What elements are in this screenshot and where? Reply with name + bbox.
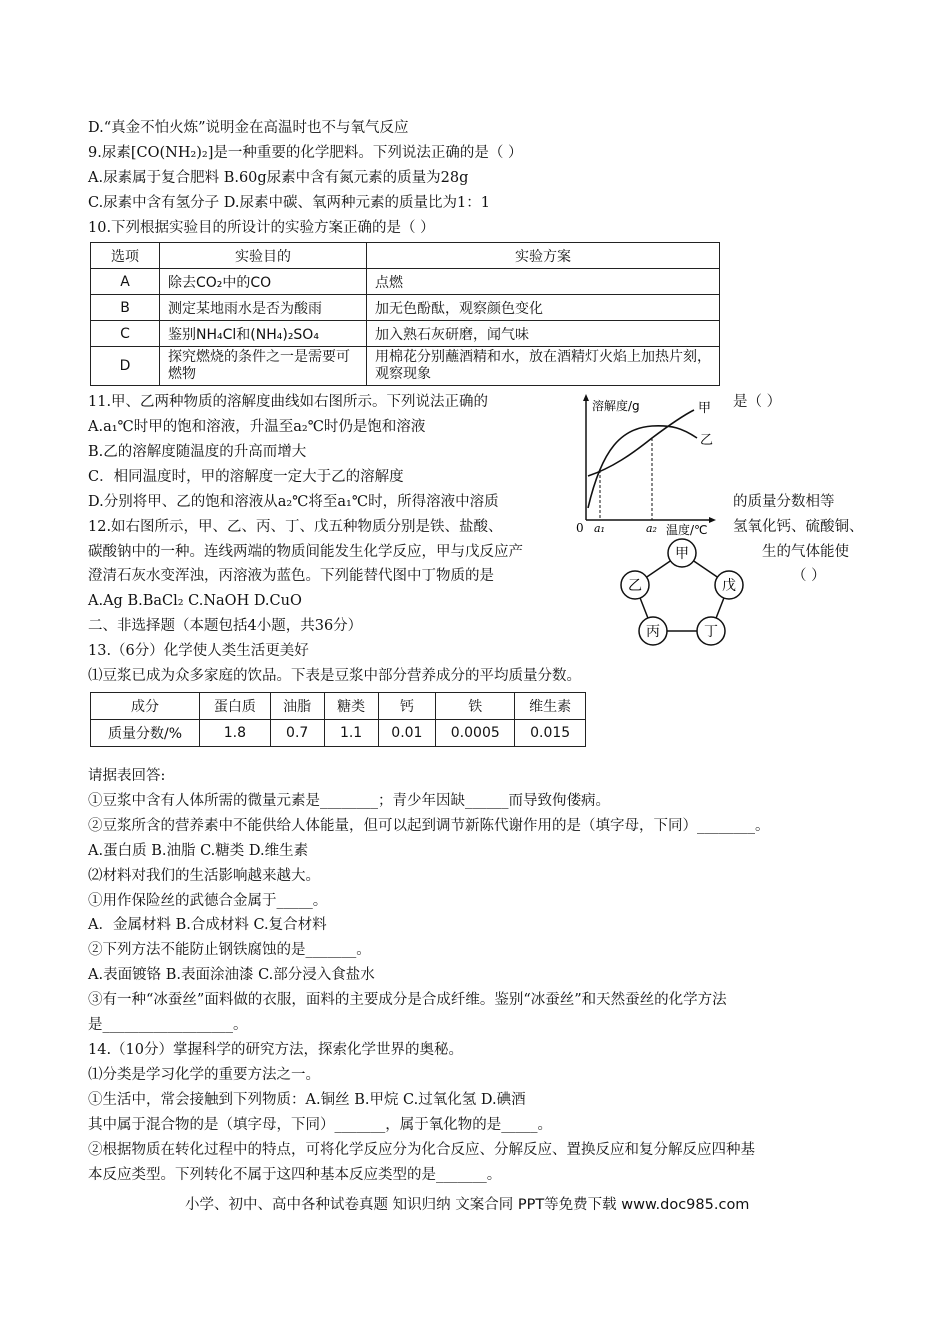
page-footer: 小学、初中、高中各种试卷真题 知识归纳 文案合同 PPT等免费下载 www.doc985.com bbox=[185, 1197, 750, 1213]
q11-option-b: B.乙的溶解度随温度的升高而增大 bbox=[88, 444, 307, 460]
table-cell: 质量分数/% bbox=[91, 720, 200, 747]
q13-1-b: ②豆浆所含的营养素中不能供给人体能量，但可以起到调节新陈代谢作用的是（填字母，下同）________。 bbox=[88, 818, 770, 834]
q14-1-b-cont: 本反应类型。下列转化不属于这四种基本反应类型的是_______。 bbox=[88, 1167, 502, 1183]
question-13: 13.（6分）化学使人类生活更美好 bbox=[88, 643, 309, 659]
table-cell: A bbox=[91, 269, 160, 295]
q14-1-a: ①生活中，常会接触到下列物质：A.铜丝 B.甲烷 C.过氧化氢 D.碘酒 bbox=[88, 1092, 526, 1108]
q14-1-b: ②根据物质在转化过程中的特点，可将化学反应分为化合反应、分解反应、置换反应和复分解反应四种基 bbox=[88, 1142, 755, 1158]
q13-2-b: ②下列方法不能防止钢铁腐蚀的是_______。 bbox=[88, 942, 371, 958]
table-header: 成分 bbox=[91, 693, 200, 720]
table-header: 选项 bbox=[91, 243, 160, 269]
q13-2-b-options: A.表面镀铬 B.表面涂油漆 C.部分浸入食盐水 bbox=[88, 967, 375, 983]
y-axis-label: 溶解度/g bbox=[592, 399, 640, 413]
question-12: 12.如右图所示，甲、乙、丙、丁、戊五种物质分别是铁、盐酸、 bbox=[88, 519, 503, 535]
table-cell: 点燃 bbox=[367, 269, 720, 295]
table-header: 铁 bbox=[436, 693, 515, 720]
q11-option-d-end: 的质量分数相等 bbox=[733, 494, 835, 510]
x-axis-arrow bbox=[709, 517, 716, 523]
a1-label: a₁ bbox=[594, 522, 605, 535]
question-12-line2: 碳酸钠中的一种。连线两端的物质间能发生化学反应，甲与戊反应产 bbox=[88, 544, 523, 560]
table-row bbox=[91, 720, 586, 747]
label-jia: 甲 bbox=[698, 401, 712, 416]
q11-option-d: D.分别将甲、乙的饱和溶液从a₂℃将至a₁℃时，所得溶液中溶质 bbox=[88, 494, 499, 510]
table-header-row bbox=[91, 693, 586, 720]
question-12-paren: （ ） bbox=[792, 568, 826, 584]
q13-2-a-options: A．金属材料 B.合成材料 C.复合材料 bbox=[88, 917, 327, 933]
table-header: 实验方案 bbox=[367, 243, 720, 269]
table-cell: 0.0005 bbox=[436, 720, 515, 747]
label-yi: 乙 bbox=[700, 433, 714, 448]
q13-1-options: A.蛋白质 B.油脂 C.糖类 D.维生素 bbox=[88, 843, 309, 859]
table-row bbox=[91, 269, 720, 295]
table-row bbox=[91, 347, 720, 386]
q9-options-cd: C.尿素中含有氢分子 D.尿素中碳、氧两种元素的质量比为1：1 bbox=[88, 195, 490, 211]
table-cell: 加无色酚酞，观察颜色变化 bbox=[367, 295, 720, 321]
table-cell: C bbox=[91, 321, 160, 347]
table-header: 钙 bbox=[378, 693, 436, 720]
q14-part1-intro: ⑴分类是学习化学的重要方法之一。 bbox=[88, 1067, 320, 1083]
q13-2-a: ①用作保险丝的武德合金属于_____。 bbox=[88, 893, 328, 909]
q11-option-a: A.a₁℃时甲的饱和溶液，升温至a₂℃时仍是饱和溶液 bbox=[88, 419, 426, 435]
q13-1-a: ①豆浆中含有人体所需的微量元素是________；青少年因缺______而导致佝偻病。 bbox=[88, 793, 610, 809]
y-axis-arrow bbox=[583, 394, 589, 401]
table-cell: 鉴别NH₄Cl和(NH₄)₂SO₄ bbox=[160, 321, 367, 347]
table-header: 蛋白质 bbox=[200, 693, 271, 720]
q13-part1-intro: ⑴豆浆已成为众多家庭的饮品。下表是豆浆中部分营养成分的平均质量分数。 bbox=[88, 668, 581, 684]
table-row bbox=[91, 295, 720, 321]
node-ding: 丁 bbox=[704, 624, 718, 640]
q12-options: A.Ag B.BaCl₂ C.NaOH D.CuO bbox=[88, 593, 302, 609]
curve-yi bbox=[588, 410, 694, 476]
table-cell: 除去CO₂中的CO bbox=[160, 269, 367, 295]
nutrition-table bbox=[90, 692, 586, 747]
question-14: 14.（10分）掌握科学的研究方法，探索化学世界的奥秘。 bbox=[88, 1042, 464, 1058]
question-12-line2-end: 生的气体能使 bbox=[762, 544, 849, 560]
node-wu: 戊 bbox=[722, 578, 736, 594]
experiment-table bbox=[90, 242, 720, 386]
q13-2-c-blank: 是__________________。 bbox=[88, 1017, 248, 1033]
table-cell: 1.1 bbox=[324, 720, 378, 747]
reaction-pentagon bbox=[612, 535, 752, 650]
table-cell: B bbox=[91, 295, 160, 321]
table-cell: 用棉花分别蘸酒精和水，放在酒精灯火焰上加热片刻，观察现象 bbox=[367, 347, 720, 386]
table-row bbox=[91, 321, 720, 347]
curve-jia bbox=[588, 426, 697, 508]
table-header: 实验目的 bbox=[160, 243, 367, 269]
table-cell: 测定某地雨水是否为酸雨 bbox=[160, 295, 367, 321]
table-header: 维生素 bbox=[515, 693, 586, 720]
option-d-gold: D.“真金不怕火炼”说明金在高温时也不与氧气反应 bbox=[88, 120, 409, 136]
node-jia: 甲 bbox=[675, 546, 689, 562]
q11-option-c: C．相同温度时，甲的溶解度一定大于乙的溶解度 bbox=[88, 469, 404, 485]
origin-label: 0 bbox=[576, 521, 584, 535]
table-cell: D bbox=[91, 347, 160, 386]
question-11-end: 是（ ） bbox=[733, 394, 782, 410]
question-11: 11.甲、乙两种物质的溶解度曲线如右图所示。下列说法正确的 bbox=[88, 394, 489, 410]
a2-label: a₂ bbox=[646, 522, 657, 535]
q13-part2-intro: ⑵材料对我们的生活影响越来越大。 bbox=[88, 868, 320, 884]
solubility-graph bbox=[572, 388, 722, 538]
section-heading: 二、非选择题（本题包括4小题，共36分） bbox=[88, 618, 363, 634]
q13-2-c: ③有一种“冰蚕丝”面料做的衣服，面料的主要成分是合成纤维。鉴别“冰蚕丝”和天然蚕丝的化学方法 bbox=[88, 992, 727, 1008]
q14-1-a-cont: 其中属于混合物的是（填字母，下同）_______，属于氧化物的是_____。 bbox=[88, 1117, 552, 1133]
node-bing: 丙 bbox=[646, 624, 660, 640]
node-yi: 乙 bbox=[628, 578, 642, 594]
table-cell: 0.7 bbox=[270, 720, 324, 747]
q13-prompt: 请据表回答: bbox=[88, 768, 166, 784]
table-header: 糖类 bbox=[324, 693, 378, 720]
question-12-line3: 澄清石灰水变浑浊，丙溶液为蓝色。下列能替代图中丁物质的是 bbox=[88, 568, 494, 584]
table-cell: 加入熟石灰研磨，闻气味 bbox=[367, 321, 720, 347]
table-header-row bbox=[91, 243, 720, 269]
table-cell: 1.8 bbox=[200, 720, 271, 747]
table-cell: 探究燃烧的条件之一是需要可燃物 bbox=[160, 347, 367, 386]
question-10: 10.下列根据实验目的所设计的实验方案正确的是（ ） bbox=[88, 220, 435, 236]
table-cell: 0.01 bbox=[378, 720, 436, 747]
q9-options-ab: A.尿素属于复合肥料 B.60g尿素中含有氮元素的质量为28g bbox=[88, 170, 469, 186]
table-header: 油脂 bbox=[270, 693, 324, 720]
table-cell: 0.015 bbox=[515, 720, 586, 747]
question-12-end: 氢氧化钙、硫酸铜、 bbox=[733, 519, 864, 535]
question-9: 9.尿素[CO(NH₂)₂]是一种重要的化学肥料。下列说法正确的是（ ） bbox=[88, 145, 523, 161]
x-axis-label: 温度/℃ bbox=[666, 523, 708, 537]
